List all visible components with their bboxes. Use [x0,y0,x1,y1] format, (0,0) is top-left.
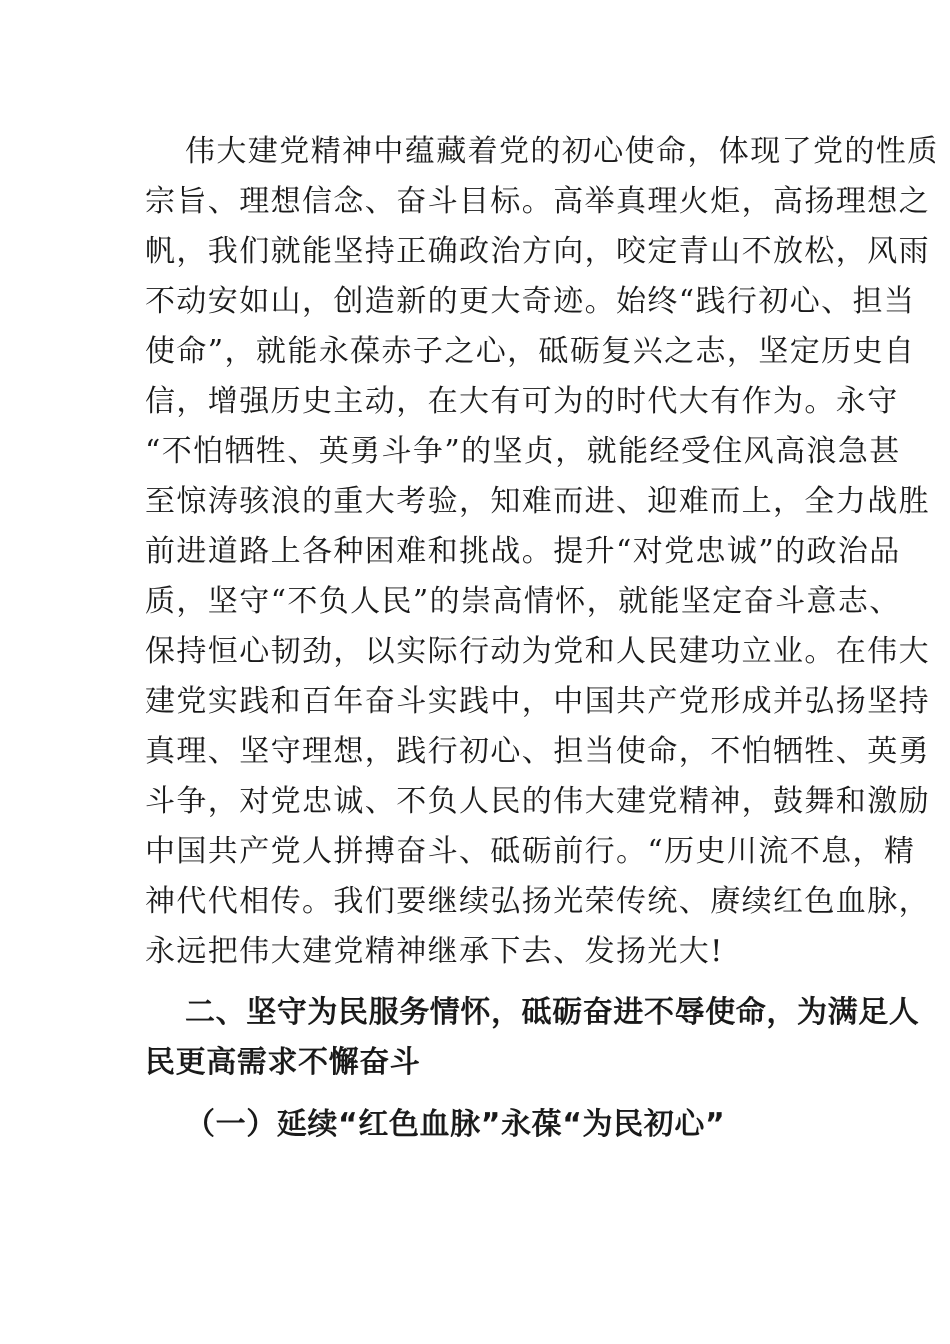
subsection-heading: （一）延续“红色血脉”永葆“为民初心” [185,1107,726,1142]
paragraph-line: 至惊涛骇浪的重大考验，知难而进、迎难而上，全力战胜 [145,484,930,519]
paragraph-line: 质，坚守“不负人民”的崇高情怀，就能坚定奋斗意志、 [145,584,901,619]
paragraph-line: 永远把伟大建党精神继承下去、发扬光大! [145,934,724,969]
paragraph-line: 斗争，对党忠诚、不负人民的伟大建党精神，鼓舞和激励 [145,784,930,819]
paragraph-line: 神代代相传。我们要继续弘扬光荣传统、赓续红色血脉， [145,884,930,919]
paragraph-line: 前进道路上各种困难和挑战。提升“对党忠诚”的政治品 [145,534,901,569]
section-heading-line: 民更高需求不懈奋斗 [145,1045,421,1080]
section-heading-line: 二、坚守为民服务情怀，砥砺奋进不辱使命，为满足人 [185,995,920,1030]
paragraph-line: 中国共产党人拼搏奋斗、砥砺前行。“历史川流不息，精 [145,834,916,869]
paragraph-line: 帆，我们就能坚持正确政治方向，咬定青山不放松，风雨 [145,234,930,269]
paragraph-line: 真理、坚守理想，践行初心、担当使命，不怕牺牲、英勇 [145,734,930,769]
paragraph-line: 保持恒心韧劲，以实际行动为党和人民建功立业。在伟大 [145,634,930,669]
paragraph-line: 信，增强历史主动，在大有可为的时代大有作为。永守 [145,384,899,419]
paragraph-line: 伟大建党精神中蕴藏着党的初心使命，体现了党的性质 [185,134,939,169]
paragraph-line: “不怕牺牲、英勇斗争”的坚贞，就能经受住风高浪急甚 [145,434,901,469]
paragraph-line: 建党实践和百年奋斗实践中，中国共产党形成并弘扬坚持 [145,684,930,719]
paragraph-line: 使命”，就能永葆赤子之心，砥砺复兴之志，坚定历史自 [145,334,916,369]
paragraph-line: 宗旨、理想信念、奋斗目标。高举真理火炬，高扬理想之 [145,184,930,219]
paragraph-line: 不动安如山，创造新的更大奇迹。始终“践行初心、担当 [145,284,916,319]
